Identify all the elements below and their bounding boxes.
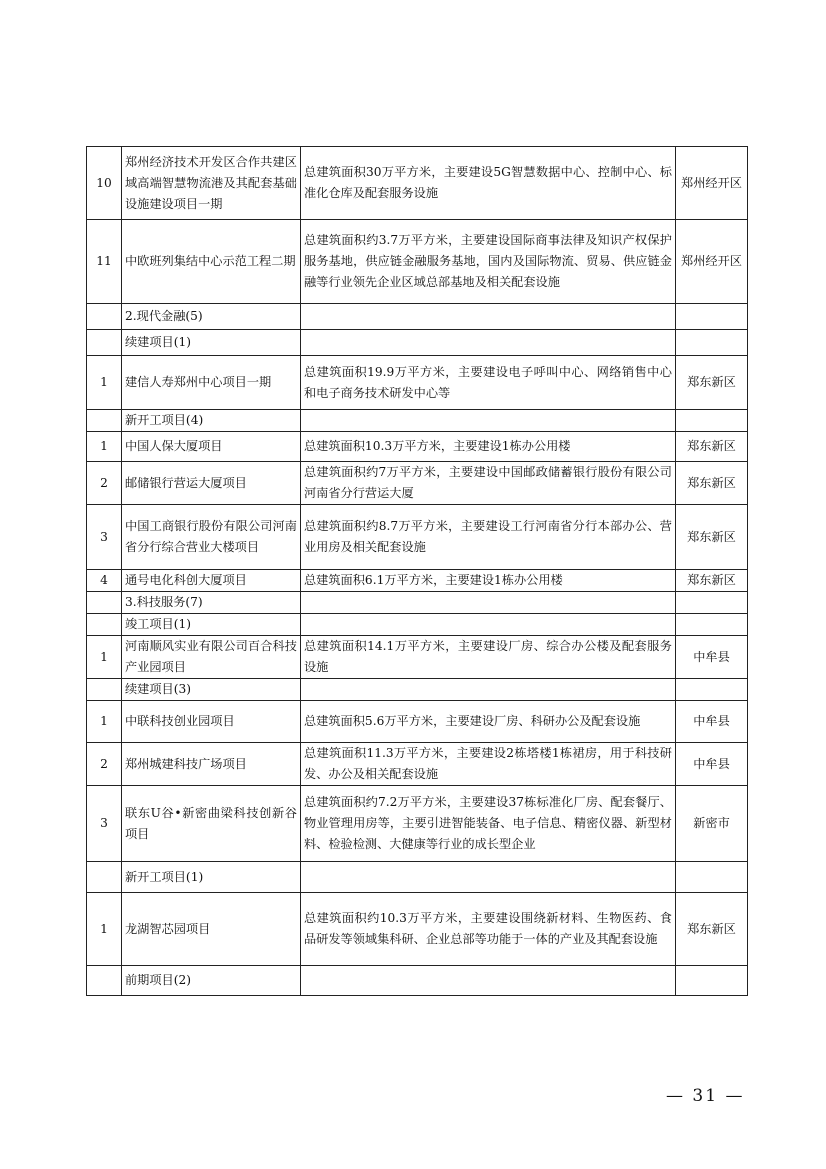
project-location <box>676 966 748 996</box>
project-location: 郑州经开区 <box>676 220 748 304</box>
project-description <box>301 862 676 893</box>
row-number <box>87 304 122 330</box>
row-number: 1 <box>87 636 122 679</box>
section-row <box>87 614 748 636</box>
table-row <box>87 432 748 462</box>
project-location: 新密市 <box>676 786 748 862</box>
project-description <box>301 304 676 330</box>
project-name: 联东U谷•新密曲梁科技创新谷项目 <box>122 786 301 862</box>
section-row <box>87 330 748 356</box>
project-description: 总建筑面积6.1万平方米，主要建设1栋办公用楼 <box>301 570 676 592</box>
project-description: 总建筑面积19.9万平方米，主要建设电子呼叫中心、网络销售中心和电子商务技术研发中心等 <box>301 356 676 410</box>
section-title: 2.现代金融(5) <box>122 304 301 330</box>
project-location <box>676 679 748 701</box>
project-name: 中欧班列集结中心示范工程二期 <box>122 220 301 304</box>
project-description: 总建筑面积10.3万平方米，主要建设1栋办公用楼 <box>301 432 676 462</box>
project-description <box>301 330 676 356</box>
section-row <box>87 304 748 330</box>
project-location: 郑东新区 <box>676 462 748 505</box>
table-row <box>87 220 748 304</box>
project-location: 郑东新区 <box>676 505 748 570</box>
table-row <box>87 462 748 505</box>
project-description <box>301 410 676 432</box>
project-name: 中国人保大厦项目 <box>122 432 301 462</box>
table-row <box>87 356 748 410</box>
project-description: 总建筑面积14.1万平方米，主要建设厂房、综合办公楼及配套服务设施 <box>301 636 676 679</box>
row-number: 2 <box>87 462 122 505</box>
project-location <box>676 614 748 636</box>
row-number <box>87 592 122 614</box>
row-number: 1 <box>87 701 122 743</box>
project-location: 中牟县 <box>676 636 748 679</box>
project-location: 郑州经开区 <box>676 147 748 220</box>
table-row <box>87 743 748 786</box>
row-number: 2 <box>87 743 122 786</box>
section-title: 新开工项目(1) <box>122 862 301 893</box>
project-name: 龙湖智芯园项目 <box>122 893 301 966</box>
row-number <box>87 410 122 432</box>
project-description <box>301 966 676 996</box>
project-description: 总建筑面积约10.3万平方米，主要建设围绕新材料、生物医药、食品研发等领域集科研、企业总部等功能于一体的产业及其配套设施 <box>301 893 676 966</box>
project-description <box>301 614 676 636</box>
table-row <box>87 570 748 592</box>
row-number: 3 <box>87 786 122 862</box>
table-row <box>87 701 748 743</box>
table-row <box>87 505 748 570</box>
page-number: — 31 — <box>666 1086 745 1106</box>
table-row <box>87 636 748 679</box>
project-description <box>301 592 676 614</box>
section-title: 前期项目(2) <box>122 966 301 996</box>
row-number <box>87 679 122 701</box>
project-name: 郑州城建科技广场项目 <box>122 743 301 786</box>
row-number <box>87 330 122 356</box>
section-title: 3.科技服务(7) <box>122 592 301 614</box>
row-number: 1 <box>87 893 122 966</box>
table-row <box>87 147 748 220</box>
project-name: 建信人寿郑州中心项目一期 <box>122 356 301 410</box>
section-row <box>87 679 748 701</box>
project-description: 总建筑面积约7.2万平方米，主要建设37栋标准化厂房、配套餐厅、物业管理用房等，主要引进智能装备、电子信息、精密仪器、新型材料、检验检测、大健康等行业的成长型企业 <box>301 786 676 862</box>
project-location: 郑东新区 <box>676 356 748 410</box>
project-description: 总建筑面积约3.7万平方米，主要建设国际商事法律及知识产权保护服务基地，供应链金融服务基地，国内及国际物流、贸易、供应链金融等行业领先企业区域总部基地及相关配套设施 <box>301 220 676 304</box>
section-title: 续建项目(3) <box>122 679 301 701</box>
project-location <box>676 330 748 356</box>
project-location <box>676 410 748 432</box>
project-location <box>676 862 748 893</box>
project-name: 邮储银行营运大厦项目 <box>122 462 301 505</box>
project-location: 中牟县 <box>676 701 748 743</box>
section-row <box>87 592 748 614</box>
project-name: 通号电化科创大厦项目 <box>122 570 301 592</box>
project-location: 郑东新区 <box>676 893 748 966</box>
project-description: 总建筑面积约8.7万平方米，主要建设工行河南省分行本部办公、营业用房及相关配套设施 <box>301 505 676 570</box>
row-number <box>87 966 122 996</box>
project-description <box>301 679 676 701</box>
section-row <box>87 410 748 432</box>
section-title: 新开工项目(4) <box>122 410 301 432</box>
row-number: 1 <box>87 432 122 462</box>
project-location: 郑东新区 <box>676 432 748 462</box>
project-location: 中牟县 <box>676 743 748 786</box>
project-name: 郑州经济技术开发区合作共建区域高端智慧物流港及其配套基础设施建设项目一期 <box>122 147 301 220</box>
table-row <box>87 786 748 862</box>
row-number: 10 <box>87 147 122 220</box>
project-table <box>86 146 748 996</box>
row-number: 11 <box>87 220 122 304</box>
row-number <box>87 614 122 636</box>
project-location: 郑东新区 <box>676 570 748 592</box>
project-name: 中联科技创业园项目 <box>122 701 301 743</box>
section-row <box>87 862 748 893</box>
row-number: 4 <box>87 570 122 592</box>
project-name: 河南顺风实业有限公司百合科技产业园项目 <box>122 636 301 679</box>
section-title: 续建项目(1) <box>122 330 301 356</box>
project-name: 中国工商银行股份有限公司河南省分行综合营业大楼项目 <box>122 505 301 570</box>
row-number: 1 <box>87 356 122 410</box>
project-location <box>676 592 748 614</box>
project-description: 总建筑面积11.3万平方米，主要建设2栋塔楼1栋裙房，用于科技研发、办公及相关配套设施 <box>301 743 676 786</box>
row-number: 3 <box>87 505 122 570</box>
project-description: 总建筑面积5.6万平方米，主要建设厂房、科研办公及配套设施 <box>301 701 676 743</box>
project-location <box>676 304 748 330</box>
table-row <box>87 893 748 966</box>
section-row <box>87 966 748 996</box>
project-description: 总建筑面积约7万平方米，主要建设中国邮政储蓄银行股份有限公司河南省分行营运大厦 <box>301 462 676 505</box>
row-number <box>87 862 122 893</box>
section-title: 竣工项目(1) <box>122 614 301 636</box>
project-description: 总建筑面积30万平方米，主要建设5G智慧数据中心、控制中心、标准化仓库及配套服务设施 <box>301 147 676 220</box>
